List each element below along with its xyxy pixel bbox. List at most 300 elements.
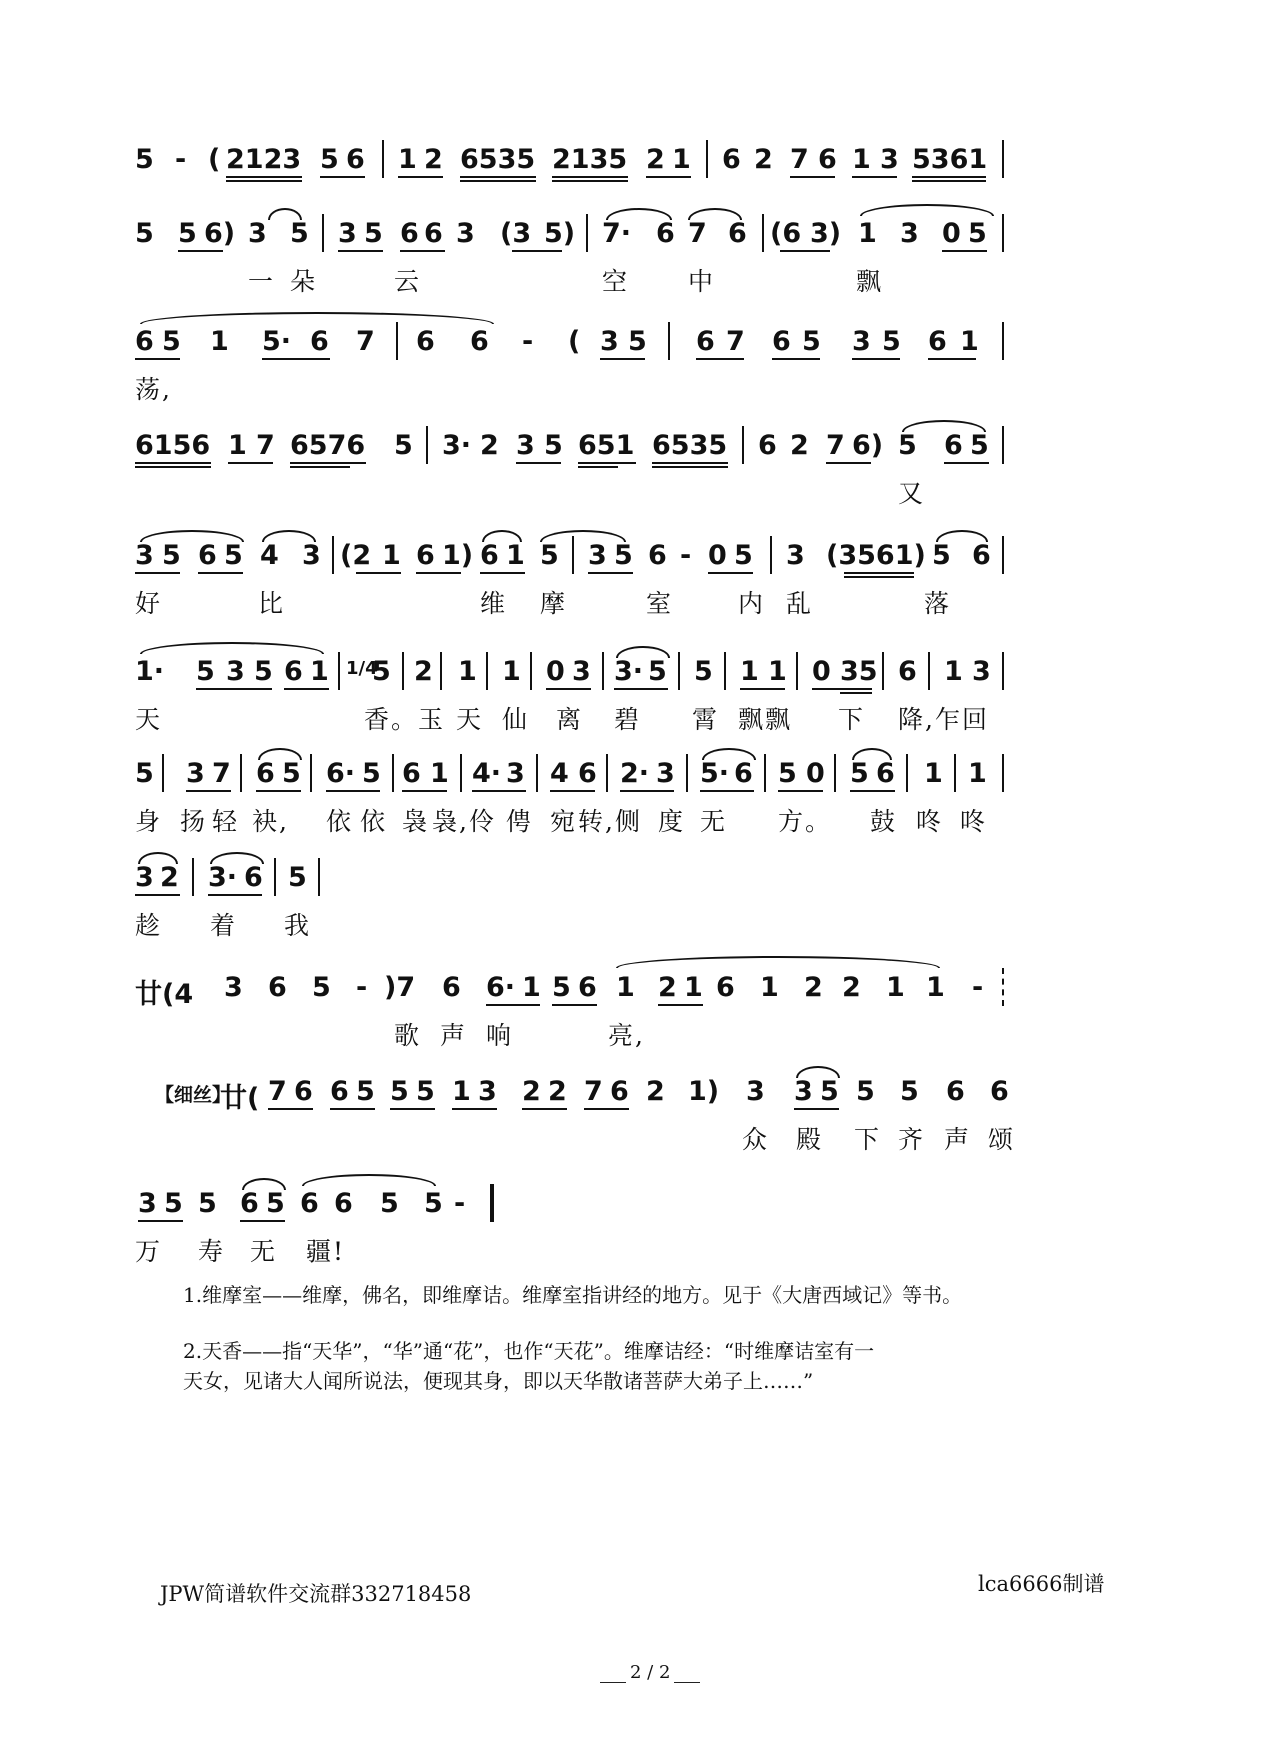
underline bbox=[398, 176, 443, 178]
underline bbox=[708, 572, 753, 574]
lyric: 飘 bbox=[856, 267, 884, 296]
barline bbox=[382, 140, 384, 178]
barline bbox=[606, 754, 608, 792]
underline bbox=[460, 180, 536, 182]
note: 2 bbox=[414, 656, 433, 687]
underline bbox=[912, 180, 986, 182]
note: 6 bbox=[656, 218, 675, 249]
barline bbox=[392, 754, 394, 792]
score-system-2 bbox=[135, 212, 1130, 296]
note: ‑ bbox=[175, 144, 187, 175]
note: 5 bbox=[390, 1076, 409, 1107]
lyric: 飘飘 bbox=[738, 705, 793, 734]
note: ‑ bbox=[522, 326, 534, 357]
note: 5 bbox=[540, 540, 559, 571]
note: 5361 bbox=[912, 144, 988, 175]
barline bbox=[396, 322, 398, 360]
note: 6 bbox=[310, 326, 329, 357]
note: 1 bbox=[944, 656, 963, 687]
note: 6· bbox=[326, 758, 356, 789]
underline bbox=[578, 466, 618, 468]
lyric: 寿 bbox=[198, 1237, 226, 1266]
barline bbox=[486, 652, 488, 690]
lyric: 下 bbox=[838, 705, 866, 734]
lyric: 无 bbox=[250, 1237, 278, 1266]
note: 3 bbox=[478, 1076, 497, 1107]
underline bbox=[658, 1004, 703, 1006]
lyric: 依 bbox=[360, 807, 388, 836]
note: 3 bbox=[135, 862, 154, 893]
notes-row bbox=[135, 138, 1130, 186]
note: 5 bbox=[312, 972, 331, 1003]
note: 6) bbox=[204, 218, 236, 249]
lyric: 响 bbox=[486, 1021, 514, 1050]
barline bbox=[668, 322, 670, 360]
underline bbox=[198, 572, 243, 574]
note: 5 bbox=[544, 430, 563, 461]
note: 5) bbox=[544, 218, 576, 249]
lyric: 趁 bbox=[135, 911, 163, 940]
note: 6 bbox=[758, 430, 777, 461]
note: 2 bbox=[790, 430, 809, 461]
score-system-6 bbox=[135, 650, 1130, 734]
note: 2 bbox=[424, 144, 443, 175]
note: 7 bbox=[726, 326, 745, 357]
barline bbox=[536, 754, 538, 792]
barline bbox=[928, 652, 930, 690]
lyric: 齐 bbox=[898, 1125, 926, 1154]
lyric: 荡, bbox=[135, 375, 172, 404]
underline bbox=[226, 180, 302, 182]
lyric: 香。玉 bbox=[364, 705, 446, 734]
lyric: 朵 bbox=[290, 267, 318, 296]
underline bbox=[700, 790, 754, 792]
underline bbox=[512, 250, 562, 252]
page-number bbox=[596, 1662, 704, 1683]
score-system-5 bbox=[135, 534, 1130, 618]
barline bbox=[954, 754, 956, 792]
underline bbox=[135, 466, 211, 468]
lyric: 霄 bbox=[692, 705, 720, 734]
note: 1 bbox=[684, 972, 703, 1003]
notes-row bbox=[138, 1182, 1130, 1230]
underline bbox=[228, 462, 273, 464]
note: (3 bbox=[500, 218, 532, 249]
note: 5· bbox=[262, 326, 292, 357]
dashed-barline bbox=[1002, 968, 1004, 1006]
note: 3 bbox=[786, 540, 805, 571]
note: 4 bbox=[550, 758, 569, 789]
underline bbox=[135, 572, 180, 574]
barline bbox=[1002, 214, 1004, 252]
note: 7 bbox=[212, 758, 231, 789]
barline bbox=[332, 536, 334, 574]
note: 5 bbox=[320, 144, 339, 175]
barline bbox=[322, 214, 324, 252]
underline bbox=[226, 176, 302, 178]
footnote-2-line-1: 2.天香——指“天华”，“华”通“花”，也作“天花”。维摩诘经：“时维摩诘室有一 bbox=[183, 1339, 875, 1363]
underline bbox=[356, 572, 401, 574]
note: 6 bbox=[198, 540, 217, 571]
note: 1 bbox=[858, 218, 877, 249]
note: 0 bbox=[708, 540, 727, 571]
note: 6535 bbox=[652, 430, 728, 461]
note: 6 bbox=[244, 862, 263, 893]
lyrics-row bbox=[150, 260, 1130, 294]
note: 5 bbox=[356, 1076, 375, 1107]
note: 0 bbox=[942, 218, 961, 249]
note: 6 bbox=[334, 1188, 353, 1219]
lyric: 轻 bbox=[212, 807, 240, 836]
underline bbox=[840, 692, 872, 694]
note: 5 bbox=[856, 1076, 875, 1107]
note: 6 bbox=[300, 1188, 319, 1219]
note: 6 bbox=[772, 326, 791, 357]
note: 5 bbox=[178, 218, 197, 249]
barline bbox=[1002, 322, 1004, 360]
underline bbox=[812, 688, 872, 690]
lyric: 下 bbox=[854, 1125, 882, 1154]
note: 6 bbox=[696, 326, 715, 357]
lyric: 碧 bbox=[614, 705, 642, 734]
note: 1 bbox=[228, 430, 247, 461]
barline bbox=[460, 754, 462, 792]
note: 6 bbox=[442, 972, 461, 1003]
barline bbox=[742, 426, 744, 464]
note: 3 bbox=[880, 144, 899, 175]
note: 7 bbox=[356, 326, 375, 357]
note: 1 bbox=[672, 144, 691, 175]
note: 5 bbox=[380, 1188, 399, 1219]
underline bbox=[320, 176, 365, 178]
note: 1 bbox=[740, 656, 759, 687]
note: 2135 bbox=[552, 144, 628, 175]
note: 3 bbox=[226, 656, 245, 687]
note: 5 bbox=[362, 758, 381, 789]
underline bbox=[944, 462, 989, 464]
score-system-11 bbox=[135, 1182, 1130, 1266]
lyric: 度 bbox=[658, 807, 686, 836]
note: 5 bbox=[968, 218, 987, 249]
note: 6 bbox=[818, 144, 837, 175]
notes-row bbox=[135, 752, 1130, 800]
underline bbox=[584, 1108, 629, 1110]
note: 6 bbox=[898, 656, 917, 687]
note: 4· bbox=[472, 758, 502, 789]
note: 3 bbox=[248, 218, 267, 249]
barline bbox=[796, 652, 798, 690]
underline bbox=[696, 358, 744, 360]
barline bbox=[586, 214, 588, 252]
notes-row bbox=[135, 650, 1130, 698]
barline bbox=[572, 536, 574, 574]
note: 3 bbox=[138, 1188, 157, 1219]
note: 5 bbox=[394, 430, 413, 461]
score-system-9 bbox=[135, 966, 1130, 1050]
note: 廿(4 bbox=[135, 979, 194, 1010]
note: 3 bbox=[338, 218, 357, 249]
slur bbox=[302, 1174, 436, 1186]
underline bbox=[850, 790, 895, 792]
lyric: 众 bbox=[742, 1125, 770, 1154]
note: 3 bbox=[656, 758, 675, 789]
note: 7 bbox=[256, 430, 275, 461]
note: 2· bbox=[620, 758, 650, 789]
underline bbox=[550, 790, 595, 792]
note: 3· bbox=[442, 430, 472, 461]
note: 3 bbox=[572, 656, 591, 687]
underline bbox=[780, 250, 830, 252]
note: 6 bbox=[402, 758, 421, 789]
note: 5 bbox=[898, 430, 917, 461]
barline bbox=[192, 858, 194, 896]
note: 5 bbox=[628, 326, 647, 357]
note: 0 bbox=[806, 758, 825, 789]
page-number-text: 2 / 2 bbox=[630, 1662, 671, 1683]
lyrics-row bbox=[150, 1014, 1130, 1048]
underline bbox=[290, 466, 350, 468]
underline bbox=[262, 358, 330, 360]
note: 2 bbox=[646, 144, 665, 175]
note: 6· bbox=[486, 972, 516, 1003]
lyric: 离 bbox=[556, 705, 584, 734]
note: 2 bbox=[804, 972, 823, 1003]
notes-row bbox=[135, 966, 1130, 1014]
underline bbox=[196, 688, 272, 690]
underline bbox=[778, 790, 823, 792]
note: 1 bbox=[760, 972, 779, 1003]
lyrics-row bbox=[150, 1118, 1130, 1152]
note: 5 bbox=[424, 1188, 443, 1219]
note: 6 bbox=[256, 758, 275, 789]
note: 5 bbox=[614, 540, 633, 571]
note: 6 bbox=[416, 540, 435, 571]
note: 6 bbox=[400, 218, 419, 249]
lyric: 声 bbox=[440, 1021, 468, 1050]
note: 3 bbox=[900, 218, 919, 249]
lyrics-row bbox=[135, 698, 1130, 734]
underline bbox=[290, 462, 366, 464]
note: 5 bbox=[364, 218, 383, 249]
note: 1 bbox=[616, 972, 635, 1003]
score-system-10 bbox=[150, 1070, 1130, 1152]
note: 3 bbox=[224, 972, 243, 1003]
underline bbox=[912, 176, 986, 178]
note: 3· bbox=[614, 656, 644, 687]
notes-row bbox=[135, 534, 1130, 582]
barline bbox=[1002, 536, 1004, 574]
lyric: 歌 bbox=[394, 1021, 422, 1050]
underline bbox=[772, 358, 820, 360]
note: 3 bbox=[794, 1076, 813, 1107]
barline bbox=[906, 754, 908, 792]
note: 6 bbox=[424, 218, 443, 249]
note: 5 bbox=[196, 656, 215, 687]
footnote-2-line-2: 天女，见诸大人闻所说法，便现其身，即以天华散诸菩萨大弟子上……” bbox=[183, 1369, 814, 1393]
lyric: 天 bbox=[456, 705, 484, 734]
note: (3561) bbox=[826, 540, 926, 571]
underline bbox=[138, 1220, 183, 1222]
underline bbox=[928, 358, 976, 360]
underline bbox=[652, 462, 728, 464]
lyrics-row bbox=[135, 368, 1130, 404]
lyric: 依 bbox=[326, 807, 354, 836]
barline bbox=[602, 652, 604, 690]
note: 1 bbox=[886, 972, 905, 1003]
lyric: 袅 bbox=[402, 807, 430, 836]
underline bbox=[480, 572, 525, 574]
barline bbox=[440, 652, 442, 690]
note: 1) bbox=[688, 1076, 720, 1107]
barline bbox=[1002, 140, 1004, 178]
underline bbox=[552, 176, 628, 178]
page-number-rule-right bbox=[674, 1682, 700, 1683]
note: 6 bbox=[928, 326, 947, 357]
footer-credit-author: lca6666制谱 bbox=[978, 1572, 1105, 1596]
lyric: 方。 bbox=[778, 807, 833, 836]
barline bbox=[274, 858, 276, 896]
underline bbox=[740, 688, 785, 690]
note: 1 bbox=[924, 758, 943, 789]
note: 5 bbox=[416, 1076, 435, 1107]
note: 5 bbox=[266, 1188, 285, 1219]
barline bbox=[678, 652, 680, 690]
note: 35 bbox=[840, 656, 878, 687]
note: 7 bbox=[790, 144, 809, 175]
underline bbox=[208, 894, 262, 896]
note: 3· bbox=[208, 862, 238, 893]
note: 6 bbox=[294, 1076, 313, 1107]
note: (6 bbox=[770, 218, 802, 249]
underline bbox=[186, 790, 231, 792]
underline bbox=[852, 358, 900, 360]
note: 3 bbox=[186, 758, 205, 789]
lyric: 亮, bbox=[608, 1021, 645, 1050]
notes-row bbox=[150, 1070, 1130, 1118]
note: 7 bbox=[584, 1076, 603, 1107]
barline bbox=[1002, 426, 1004, 464]
note: 6 bbox=[610, 1076, 629, 1107]
underline bbox=[794, 1108, 839, 1110]
note: 6 bbox=[416, 326, 435, 357]
note: 6 bbox=[722, 144, 741, 175]
slur bbox=[860, 204, 994, 216]
underline bbox=[522, 1108, 567, 1110]
note: 3 bbox=[746, 1076, 765, 1107]
underline bbox=[256, 790, 301, 792]
lyric: 云 bbox=[394, 267, 422, 296]
lyric: 维 bbox=[480, 589, 508, 618]
barline bbox=[240, 754, 242, 792]
barline bbox=[318, 858, 320, 896]
lyrics-row bbox=[150, 472, 1130, 506]
note: 5 bbox=[162, 540, 181, 571]
note: 5 bbox=[734, 540, 753, 571]
lyric: 我 bbox=[284, 911, 312, 940]
note: 0 bbox=[812, 656, 831, 687]
note: 6535 bbox=[460, 144, 536, 175]
instrument-label: 【细丝】 bbox=[155, 1084, 232, 1106]
underline bbox=[614, 688, 668, 690]
note: 2 bbox=[480, 430, 499, 461]
lyric: 袂, bbox=[252, 807, 289, 836]
note: 1 bbox=[452, 1076, 471, 1107]
note: 5 bbox=[135, 218, 154, 249]
note: 5 bbox=[648, 656, 667, 687]
underline bbox=[472, 790, 526, 792]
slur bbox=[140, 642, 324, 654]
note: 5 bbox=[802, 326, 821, 357]
slur bbox=[140, 312, 494, 324]
note: 2 bbox=[522, 1076, 541, 1107]
note: 1· bbox=[135, 656, 165, 687]
page-number-rule-left bbox=[600, 1682, 626, 1683]
note: 6 bbox=[946, 1076, 965, 1107]
notes-row bbox=[135, 320, 1130, 368]
lyric: 身 bbox=[135, 807, 163, 836]
underline bbox=[620, 790, 674, 792]
score-system-3 bbox=[135, 320, 1130, 404]
note: )7 bbox=[384, 972, 416, 1003]
note: 651 bbox=[578, 430, 635, 461]
note: ‑ bbox=[356, 972, 368, 1003]
note: 5 bbox=[288, 862, 307, 893]
lyric: 内 bbox=[738, 589, 766, 618]
note: 6576 bbox=[290, 430, 366, 461]
note: ‑ bbox=[454, 1188, 466, 1219]
underline bbox=[516, 462, 561, 464]
note: 2123 bbox=[226, 144, 302, 175]
barline bbox=[764, 754, 766, 792]
lyric: 中 bbox=[688, 267, 716, 296]
note: 6 bbox=[728, 218, 747, 249]
lyric: 着 bbox=[210, 911, 238, 940]
note: 3 bbox=[302, 540, 321, 571]
underline bbox=[486, 1004, 540, 1006]
barline bbox=[162, 754, 164, 792]
underline bbox=[646, 176, 691, 178]
note: 5 bbox=[224, 540, 243, 571]
barline bbox=[882, 652, 884, 690]
lyric: 颂 bbox=[988, 1125, 1016, 1154]
lyric: 声 bbox=[944, 1125, 972, 1154]
lyric: 室 bbox=[646, 589, 674, 618]
underline bbox=[400, 250, 445, 252]
notes-row bbox=[135, 856, 1130, 904]
underline bbox=[826, 462, 871, 464]
underline bbox=[844, 572, 914, 574]
underline bbox=[135, 894, 180, 896]
note: 7 bbox=[688, 218, 707, 249]
lyric: 俜 bbox=[506, 807, 534, 836]
note: 5 bbox=[290, 218, 309, 249]
note: 1 bbox=[382, 540, 401, 571]
note: 1 bbox=[310, 656, 329, 687]
score-system-7 bbox=[135, 752, 1130, 836]
lyric: 降,乍回 bbox=[898, 705, 989, 734]
note: ( bbox=[568, 326, 581, 357]
note: 5 bbox=[882, 326, 901, 357]
note: 1) bbox=[442, 540, 474, 571]
note: 4 bbox=[260, 540, 279, 571]
note: 5 bbox=[694, 656, 713, 687]
note: (2 bbox=[340, 540, 372, 571]
note: 5 bbox=[372, 656, 391, 687]
lyric: 又 bbox=[898, 479, 926, 508]
note: 3 bbox=[516, 430, 535, 461]
note: 1 bbox=[852, 144, 871, 175]
note: 1 bbox=[926, 972, 945, 1003]
